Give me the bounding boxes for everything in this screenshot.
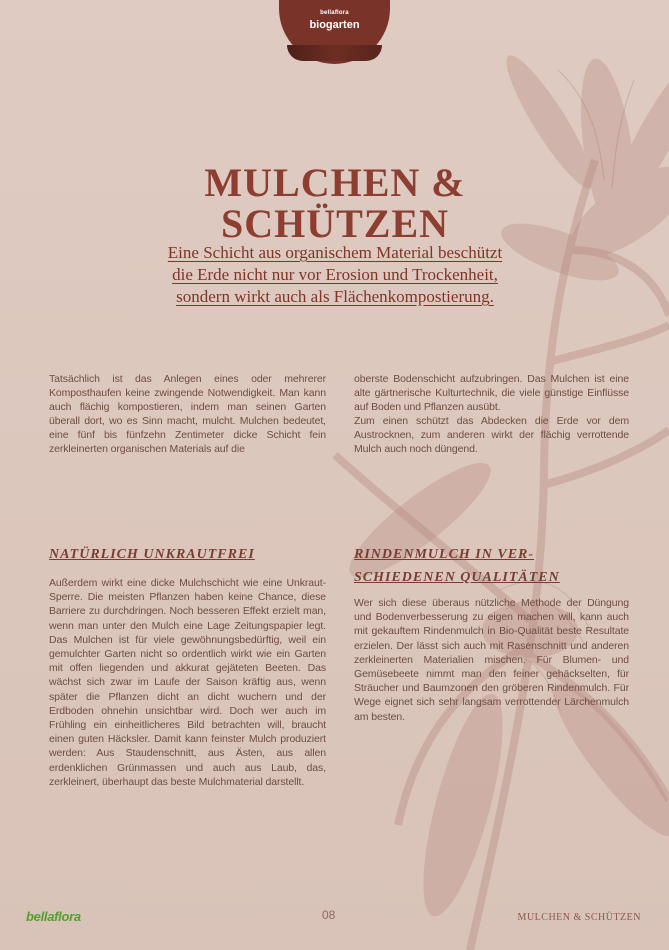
weed-free-body: Außerdem wirkt eine dicke Mulchschicht wie eine Unkraut-Sperre. Die meisten Pflanzen haben keine Chance, diese Barriere zu durchdringen. Noch besseren Effekt erzielt man, wenn man unter den Mulch eine Lage Zeitungspapier legt. Das Mulchen ist für viele gewöhnungsbedürftig, weil ein gemulchter Garten nicht so ordentlich wirkt wie ein Garten mit offen liegenden und akkurat gejäteten Beeten. Das wächst sich zwar im Laufe der Saison kräftig aus, wenn später die Pflanzen dicht an dicht wuchern und der Erdboden ohnehin unsichtbar wird. Doch wer auch im Frühling ein einheitlicheres Bild betrachten will, braucht einen guten Häcksler. Damit kann feinster Mulch produziert werden: Aus Staudenschnitt, aus Ästen, aus allen erdenklichen Grünmassen und auch aus Laub, das, zerkleinert, überhaupt das beste Mulchmaterial darstellt. [49,577,326,788]
heading-right-line-1: RINDENMULCH IN VER- [354,546,535,562]
lead-line-1: Eine Schicht aus organischem Material beschützt [167,243,503,262]
heading-right-line-2: SCHIEDENEN QUALITÄTEN [354,569,560,585]
article-title [120,159,550,246]
title-line-2: SCHÜTZEN [220,200,450,246]
badge-brand: bellaflora [320,10,349,16]
lead-line-2: die Erde nicht nur vor Erosion und Trockenheit, [172,265,498,284]
section-heading-bark-mulch [354,543,634,589]
section-label: biogarten [309,19,360,31]
intro-right-paragraph-1: oberste Bodenschicht aufzubringen. Das Mulchen ist eine alte gärtnerische Kulturtechnik, die viele günstige Einflüsse auf Boden und Pflanzen ausübt. [354,373,629,413]
lead-line-3: sondern wirkt auch als Flächenkompostierung. [176,287,494,306]
intro-right-column [354,372,629,456]
title-line-1: MULCHEN & [204,159,466,205]
bark-mulch-body: Wer sich diese überaus nützliche Methode der Düngung und Bodenverbesserung zu eigen machen will, kann auch mit gekauftem Rindenmulch in Bio-Qualität beste Resultate erzielen. Der lässt sich auch mit Rasenschnitt und anderen zerkleinerten Materialien mischen. Für Blumen- und Gemüsebeete nimmt man den feiner gehäckselten, für Sträucher und Baumzonen den gröberen Rindenmulch. Für Wege eignet sich sehr langsam verrottender Lärchenmulch am besten. [354,597,629,723]
section-heading-weed-free: NATÜRLICH UNKRAUTFREI [49,546,255,562]
article-lead [112,242,558,308]
brand-badge [279,0,390,64]
badge-image [287,45,382,61]
footer-article-title: MULCHEN & SCHÜTZEN [517,912,641,923]
intro-left-column: Tatsächlich ist das Anlegen eines oder mehrerer Komposthaufen keine zwingende Notwendigkeit. Man kann auch flächig kompostieren, indem man seinen Garten überall dort, wo es Sinn macht, mulcht. Mulchen bedeutet, eine fünf bis fünfzehn Zentimeter dicke Schicht fein zerkleinerten organischen Materials auf die [49,373,326,455]
page-number: 08 [322,908,336,922]
footer-brand-logo: bellaflora [26,909,81,924]
intro-right-paragraph-2: Zum einen schützt das Abdecken die Erde vor dem Austrocknen, zum anderen wirkt der flächig verrottende Mulch auch noch düngend. [354,415,629,455]
